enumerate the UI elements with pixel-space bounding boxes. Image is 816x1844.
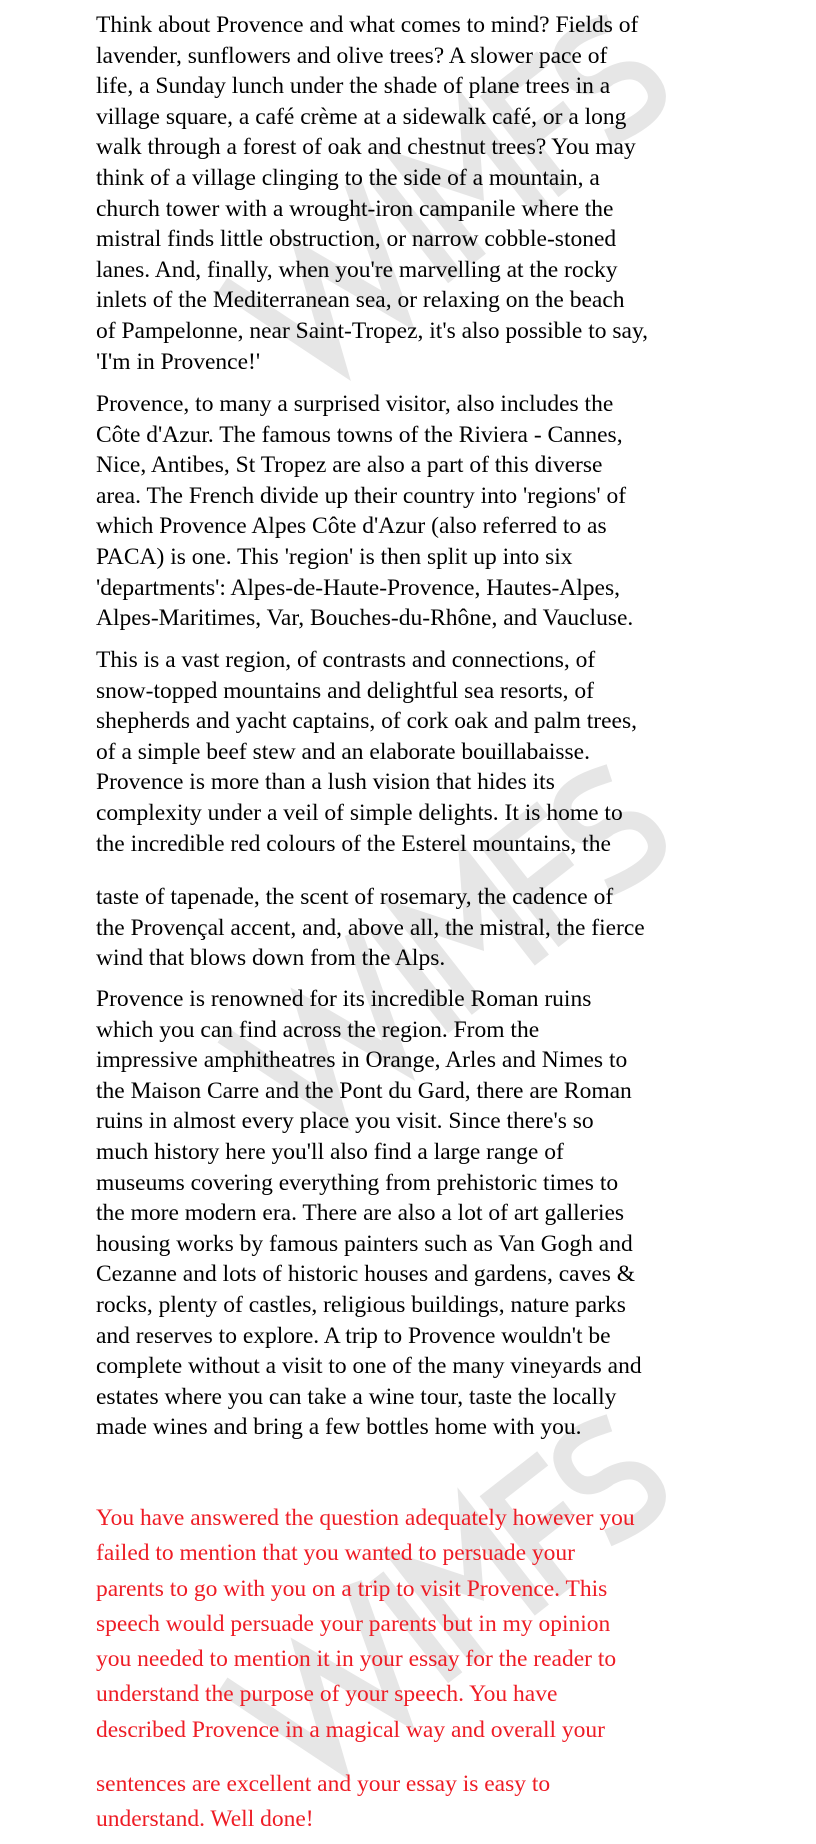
text-line: think of a village clinging to the side of a mountain, a — [96, 164, 600, 191]
text-line: life, a Sunday lunch under the shade of plane trees in a — [96, 73, 611, 100]
text-line: the Maison Carre and the Pont du Gard, there are Roman — [96, 1077, 632, 1104]
text-line: 'departments': Alpes-de-Haute-Provence, Hautes-Alpes, — [96, 574, 620, 601]
text-line: which Provence Alpes Côte d'Azur (also referred to as — [96, 513, 607, 540]
text-line: the more modern era. There are also a lot of art galleries — [96, 1200, 625, 1227]
feedback-line: You have answered the question adequately however you — [96, 1505, 635, 1531]
text-line: complexity under a veil of simple delights. It is home to — [96, 799, 623, 826]
text-line: made wines and bring a few bottles home with you. — [96, 1414, 582, 1441]
text-line: snow-topped mountains and delightful sea resorts, of — [96, 677, 594, 704]
text-line: wind that blows down from the Alps. — [96, 945, 446, 972]
text-line: taste of tapenade, the scent of rosemary, the cadence of — [96, 884, 614, 910]
text-line: Alpes-Maritimes, Var, Bouches-du-Rhône, and Vaucluse. — [96, 605, 634, 632]
text-line: lanes. And, finally, when you're marvelling at the rocky — [96, 256, 618, 283]
text-line: Nice, Antibes, St Tropez are also a part of this diverse — [96, 452, 603, 479]
text-line: the Provençal accent, and, above all, the mistral, the fierce — [96, 914, 645, 941]
text-line: impressive amphitheatres in Orange, Arles and Nimes to — [96, 1047, 628, 1074]
feedback-line: described Provence in a magical way and overall your — [96, 1716, 605, 1743]
feedback-line: sentences are excellent and your essay is easy to — [96, 1771, 551, 1797]
essay-paragraph-3-continued — [96, 882, 736, 974]
essay-paragraph-1 — [96, 10, 736, 377]
feedback-line: understand. Well done! — [96, 1806, 314, 1833]
essay-paragraph-4 — [96, 984, 736, 1443]
text-line: complete without a visit to one of the many vineyards and — [96, 1353, 642, 1380]
essay-paragraph-3 — [96, 645, 736, 859]
text-line: which you can find across the region. From the — [96, 1016, 540, 1043]
feedback-line: failed to mention that you wanted to persuade your — [96, 1540, 576, 1567]
teacher-feedback — [96, 1501, 736, 1748]
text-line: walk through a forest of oak and chestnut trees? You may — [96, 134, 636, 161]
text-line: mistral finds little obstruction, or narrow cobble-stoned — [96, 226, 617, 253]
text-line: the incredible red colours of the Esterel mountains, the — [96, 830, 611, 857]
text-line: of a simple beef stew and an elaborate bouillabaisse. — [96, 738, 590, 765]
text-line: lavender, sunflowers and olive trees? A slower pace of — [96, 42, 608, 69]
text-line: Côte d'Azur. The famous towns of the Riviera - Cannes, — [96, 421, 623, 448]
text-line: ruins in almost every place you visit. Since there's so — [96, 1108, 594, 1135]
text-line: Provence, to many a surprised visitor, also includes the — [96, 391, 614, 417]
essay-paragraph-2 — [96, 389, 736, 634]
feedback-line: parents to go with you on a trip to visit Provence. This — [96, 1575, 608, 1602]
text-line: Think about Provence and what comes to mind? Fields of — [96, 12, 639, 38]
feedback-line: understand the purpose of your speech. You have — [96, 1681, 558, 1708]
text-line: village square, a café crème at a sidewalk café, or a long — [96, 103, 627, 130]
text-line: rocks, plenty of castles, religious buildings, nature parks — [96, 1291, 626, 1318]
text-line: 'I'm in Provence!' — [96, 348, 261, 375]
text-line: Provence is renowned for its incredible Roman ruins — [96, 986, 592, 1012]
text-line: area. The French divide up their country into 'regions' of — [96, 482, 627, 509]
feedback-line: speech would persuade your parents but in my opinion — [96, 1610, 611, 1637]
text-line: Cezanne and lots of historic houses and gardens, caves & — [96, 1261, 636, 1288]
text-line: estates where you can take a wine tour, taste the locally — [96, 1383, 617, 1410]
text-line: shepherds and yacht captains, of cork oak and palm trees, — [96, 708, 637, 735]
text-line: museums covering everything from prehistoric times to — [96, 1169, 619, 1196]
text-line: much history here you'll also find a large range of — [96, 1138, 564, 1165]
text-line: PACA) is one. This 'region' is then split up into six — [96, 543, 573, 570]
teacher-feedback-continued — [96, 1767, 736, 1838]
text-line: and reserves to explore. A trip to Provence wouldn't be — [96, 1322, 611, 1349]
text-line: Provence is more than a lush vision that hides its — [96, 769, 555, 796]
text-line: church tower with a wrought-iron campanile where the — [96, 195, 614, 222]
text-line: of Pampelonne, near Saint-Tropez, it's also possible to say, — [96, 317, 649, 344]
text-line: This is a vast region, of contrasts and connections, of — [96, 647, 596, 673]
text-line: housing works by famous painters such as Van Gogh and — [96, 1230, 633, 1257]
text-line: inlets of the Mediterranean sea, or relaxing on the beach — [96, 287, 625, 314]
feedback-line: you needed to mention it in your essay for the reader to — [96, 1646, 617, 1673]
